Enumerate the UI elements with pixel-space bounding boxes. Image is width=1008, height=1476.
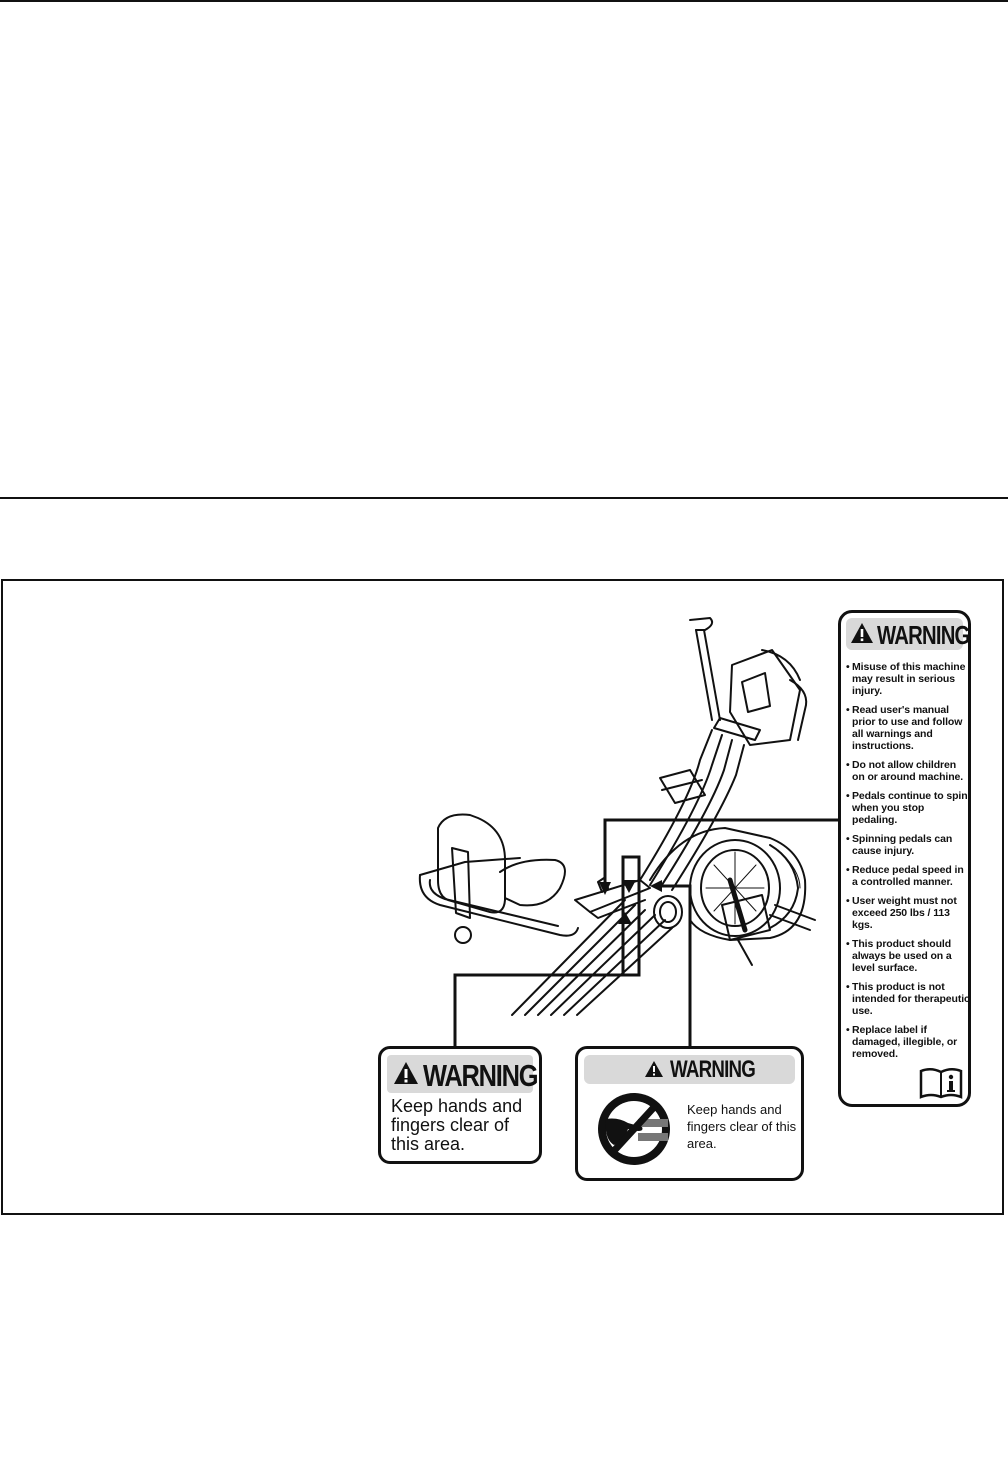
warning-heading: WARNING (877, 620, 970, 650)
warning-label-header (584, 1055, 795, 1084)
warning-item: • User weight must not exceed 250 lbs / 113 kgs. (846, 895, 970, 931)
warning-text: Keep hands and fingers clear of this area. (391, 1096, 523, 1154)
warning-item: • Read user's manual prior to use and follow all warnings and instructions. (846, 704, 970, 752)
warning-label-header (387, 1055, 538, 1093)
warning-heading: WARNING (423, 1058, 538, 1093)
warning-item: • Reduce pedal speed in a controlled manner. (846, 864, 970, 888)
warning-label-header (846, 618, 970, 650)
warning-item: • This product should always be used on a level surface. (846, 938, 970, 974)
warning-label-small (378, 1046, 542, 1164)
warning-label-tall (838, 610, 971, 1107)
warning-triangle-icon (393, 1061, 419, 1085)
read-manual-icon (919, 1067, 963, 1099)
warning-item: • Misuse of this machine may result in serious injury. (846, 661, 970, 697)
warning-item: • Do not allow children on or around machine. (846, 759, 970, 783)
warning-item: • Spinning pedals can cause injury. (846, 833, 970, 857)
warning-label-medium (575, 1046, 804, 1181)
warning-triangle-icon (850, 622, 874, 644)
warning-list (846, 661, 970, 1067)
warning-item: • Pedals continue to spin when you stop pedaling. (846, 790, 970, 826)
warning-item: • Replace label if damaged, illegible, or removed. (846, 1024, 970, 1060)
warning-triangle-icon (644, 1060, 664, 1078)
warning-heading: WARNING (670, 1056, 756, 1083)
warning-text: Keep hands and fingers clear of this area. (687, 1102, 797, 1151)
warning-item: • This product is not intended for therapeutic use. (846, 981, 970, 1017)
hand-pinch-prohibited-icon (594, 1089, 674, 1169)
